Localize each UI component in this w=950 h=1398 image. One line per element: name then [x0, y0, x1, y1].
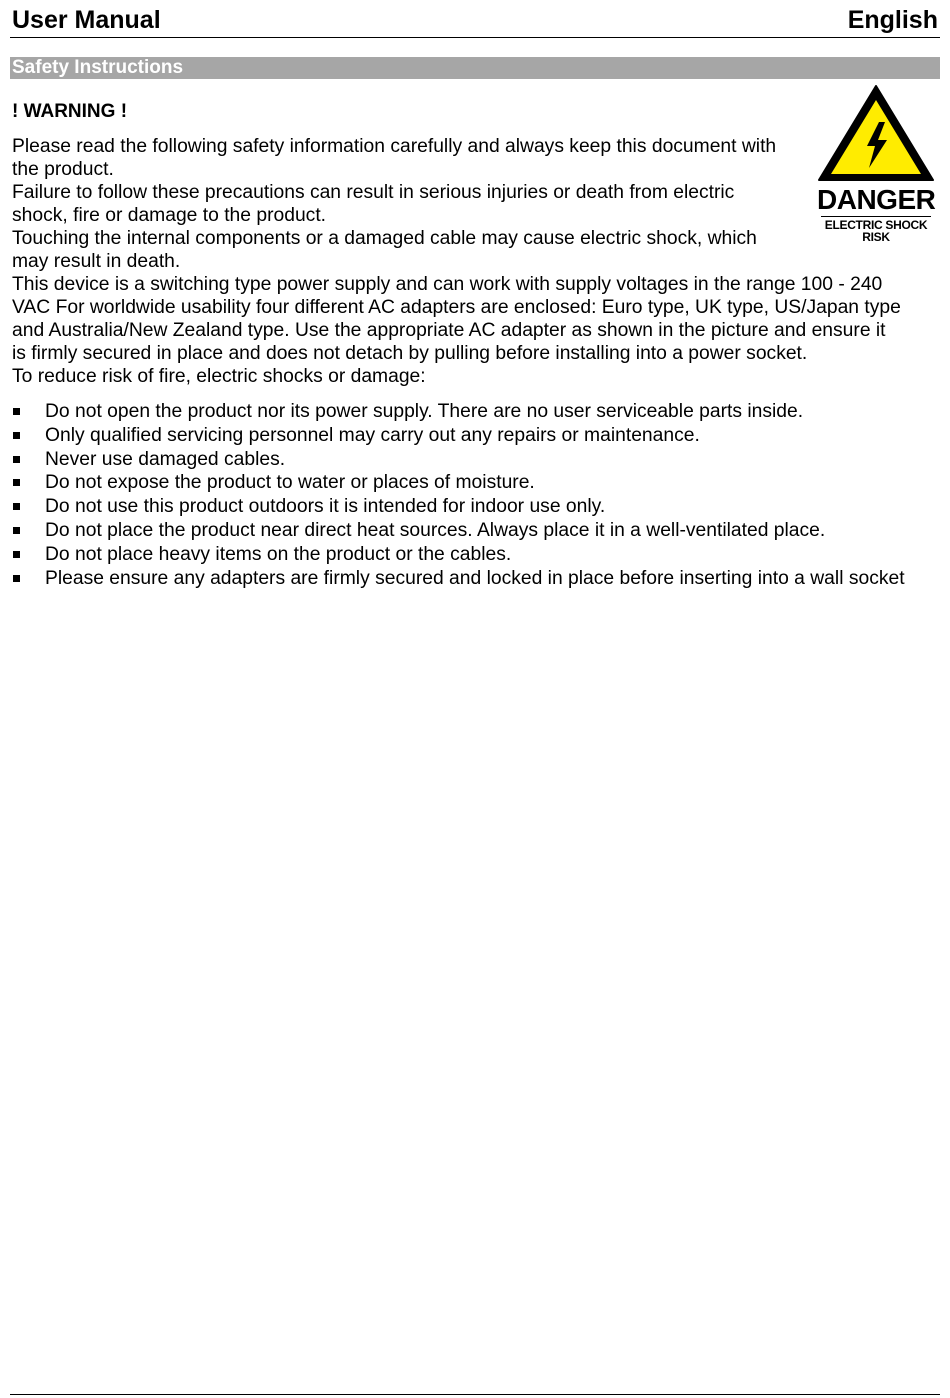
bullet-square-icon [13, 527, 20, 534]
bullet-square-icon [13, 575, 20, 582]
warning-text-line: Touching the internal components or a damaged cable may cause electric shock, which [12, 228, 757, 249]
list-item-text: Do not open the product nor its power supply. There are no user serviceable parts inside. [45, 401, 804, 422]
bullet-square-icon [13, 479, 20, 486]
danger-subtitle-line1: ELECTRIC SHOCK [824, 218, 928, 232]
danger-sign [817, 84, 935, 248]
list-item-text: Only qualified servicing personnel may carry out any repairs or maintenance. [45, 424, 700, 446]
list-item-text: Never use damaged cables. [45, 448, 286, 470]
warning-text-line: the product. [12, 159, 114, 180]
danger-subtitle [817, 219, 935, 243]
list-item-text: Do not expose the product to water or places of moisture. [45, 472, 535, 494]
warning-text-line: Failure to follow these precautions can result in serious injuries or death from electric [12, 182, 735, 203]
list-item-text: Do not use this product outdoors it is intended for indoor use only. [45, 496, 606, 518]
section-title: Safety Instructions [12, 57, 184, 78]
warning-text-line: shock, fire or damage to the product. [12, 205, 327, 226]
warning-text-line: To reduce risk of fire, electric shocks or damage: [12, 366, 426, 387]
warning-text-line: and Australia/New Zealand type. Use the appropriate AC adapter as shown in the picture and ensure it [12, 320, 886, 341]
list-item-text: Please ensure any adapters are firmly secured and locked in place before inserting into a wall socket [45, 567, 905, 589]
bullet-square-icon [13, 408, 20, 415]
warning-text-line: Please read the following safety information carefully and always keep this document with [12, 136, 777, 157]
warning-text-line: VAC For worldwide usability four different AC adapters are enclosed: Euro type, UK type, US/Japan type [12, 297, 901, 318]
footer-divider [10, 1394, 940, 1395]
danger-subtitle-line2: RISK [862, 230, 890, 244]
warning-text-line: is firmly secured in place and does not detach by pulling before installing into a power socket. [12, 343, 808, 364]
bullet-square-icon [13, 456, 20, 463]
high-voltage-warning-icon [817, 84, 935, 184]
list-item-text: Do not place the product near direct heat sources. Always place it in a well-ventilated place. [45, 519, 826, 541]
danger-word: DANGER [817, 184, 936, 215]
page-header [10, 4, 940, 38]
bullet-square-icon [13, 432, 20, 439]
warning-text-line: may result in death. [12, 251, 181, 272]
section-heading-bar [10, 57, 940, 79]
bullet-square-icon [13, 551, 20, 558]
language-label: English [847, 6, 938, 34]
bullet-square-icon [13, 503, 20, 510]
warning-text-line: This device is a switching type power supply and can work with supply voltages in the range 100 - 240 [12, 274, 883, 295]
warning-title: ! WARNING ! [12, 101, 128, 122]
list-item-text: Do not place heavy items on the product or the cables. [45, 543, 512, 565]
document-title: User Manual [12, 6, 161, 34]
danger-divider [821, 216, 931, 217]
